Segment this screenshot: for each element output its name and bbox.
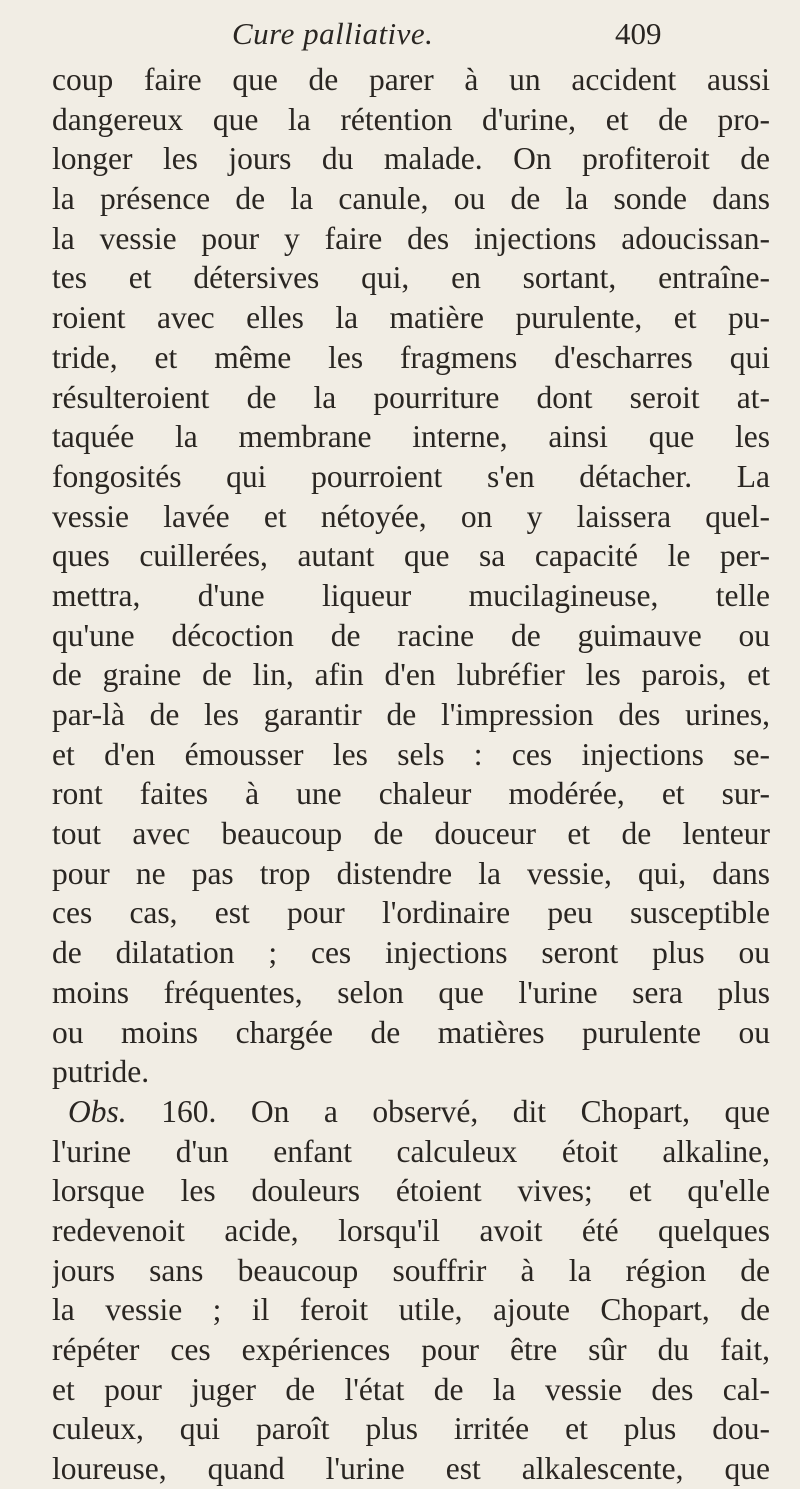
running-head	[0, 12, 800, 64]
text-line: culeux, qui paroît plus irritée et plus dou-	[52, 1411, 770, 1447]
text-line: mettra, d'une liqueur mucilagineuse, telle	[52, 577, 770, 613]
text-line: roient avec elles la matière purulente, et pu-	[52, 300, 770, 336]
text-line: par-là de les garantir de l'impression des urines,	[52, 697, 770, 732]
text-line: ces cas, est pour l'ordinaire peu susceptible	[52, 895, 770, 931]
text-line: lorsque les douleurs étoient vives; et qu'elle	[52, 1173, 770, 1209]
text-line: loureuse, quand l'urine est alkalescente, que	[52, 1451, 770, 1487]
text-line: putride.	[52, 1054, 150, 1090]
body-text	[52, 60, 770, 1489]
text-line: de dilatation ; ces injections seront plus ou	[52, 935, 770, 971]
text-line: fongosités qui pourroient s'en détacher. La	[52, 458, 770, 494]
observation-first-line	[52, 1092, 770, 1132]
text-line: et d'en émousser les sels : ces injections se-	[52, 736, 770, 772]
paragraph-2	[52, 1092, 770, 1489]
text-line: et pour juger de l'état de la vessie des cal-	[52, 1371, 770, 1407]
text-line: la vessie pour y faire des injections adoucissan-	[52, 220, 770, 256]
text-line: répéter ces expériences pour être sûr du fait,	[52, 1332, 770, 1367]
text-line: ques cuillerées, autant que sa capacité le per-	[52, 538, 770, 574]
text-line: ou moins chargée de matières purulente ou	[52, 1014, 770, 1050]
text-line: tride, et même les fragmens d'escharres qui	[52, 339, 770, 375]
text-line: vessie lavée et nétoyée, on y laissera quel-	[52, 498, 770, 534]
paragraph-1	[52, 60, 770, 1092]
running-title: Cure palliative.	[232, 16, 434, 51]
text-line: dangereux que la rétention d'urine, et de pro-	[52, 101, 770, 137]
observation-first-line-text: 160. On a observé, dit Chopart, que	[161, 1093, 770, 1129]
text-line: ront faites à une chaleur modérée, et sur-	[52, 776, 770, 812]
text-line: la vessie ; il feroit utile, ajoute Chopart, de	[52, 1292, 770, 1328]
text-line: de graine de lin, afin d'en lubréfier les parois, et	[52, 657, 770, 693]
text-line: l'urine d'un enfant calculeux étoit alkaline,	[52, 1133, 770, 1169]
page-number: 409	[615, 16, 662, 51]
text-line: redevenoit acide, lorsqu'il avoit été quelques	[52, 1212, 770, 1248]
text-line: tes et détersives qui, en sortant, entraîne-	[52, 260, 770, 296]
text-line: longer les jours du malade. On profiteroit de	[52, 141, 770, 177]
text-line: qu'une décoction de racine de guimauve ou	[52, 617, 770, 653]
text-line: coup faire que de parer à un accident aussi	[52, 62, 770, 97]
text-line: pour ne pas trop distendre la vessie, qui, dans	[52, 855, 770, 891]
observation-label: Obs.	[68, 1093, 127, 1129]
text-line: taquée la membrane interne, ainsi que les	[52, 419, 770, 455]
text-line: la présence de la canule, ou de la sonde dans	[52, 181, 770, 217]
text-line: résulteroient de la pourriture dont seroit at-	[52, 379, 770, 415]
text-line: tout avec beaucoup de douceur et de lenteur	[52, 816, 770, 852]
text-line: moins fréquentes, selon que l'urine sera plus	[52, 974, 770, 1010]
text-line: jours sans beaucoup souffrir à la région de	[52, 1252, 770, 1288]
